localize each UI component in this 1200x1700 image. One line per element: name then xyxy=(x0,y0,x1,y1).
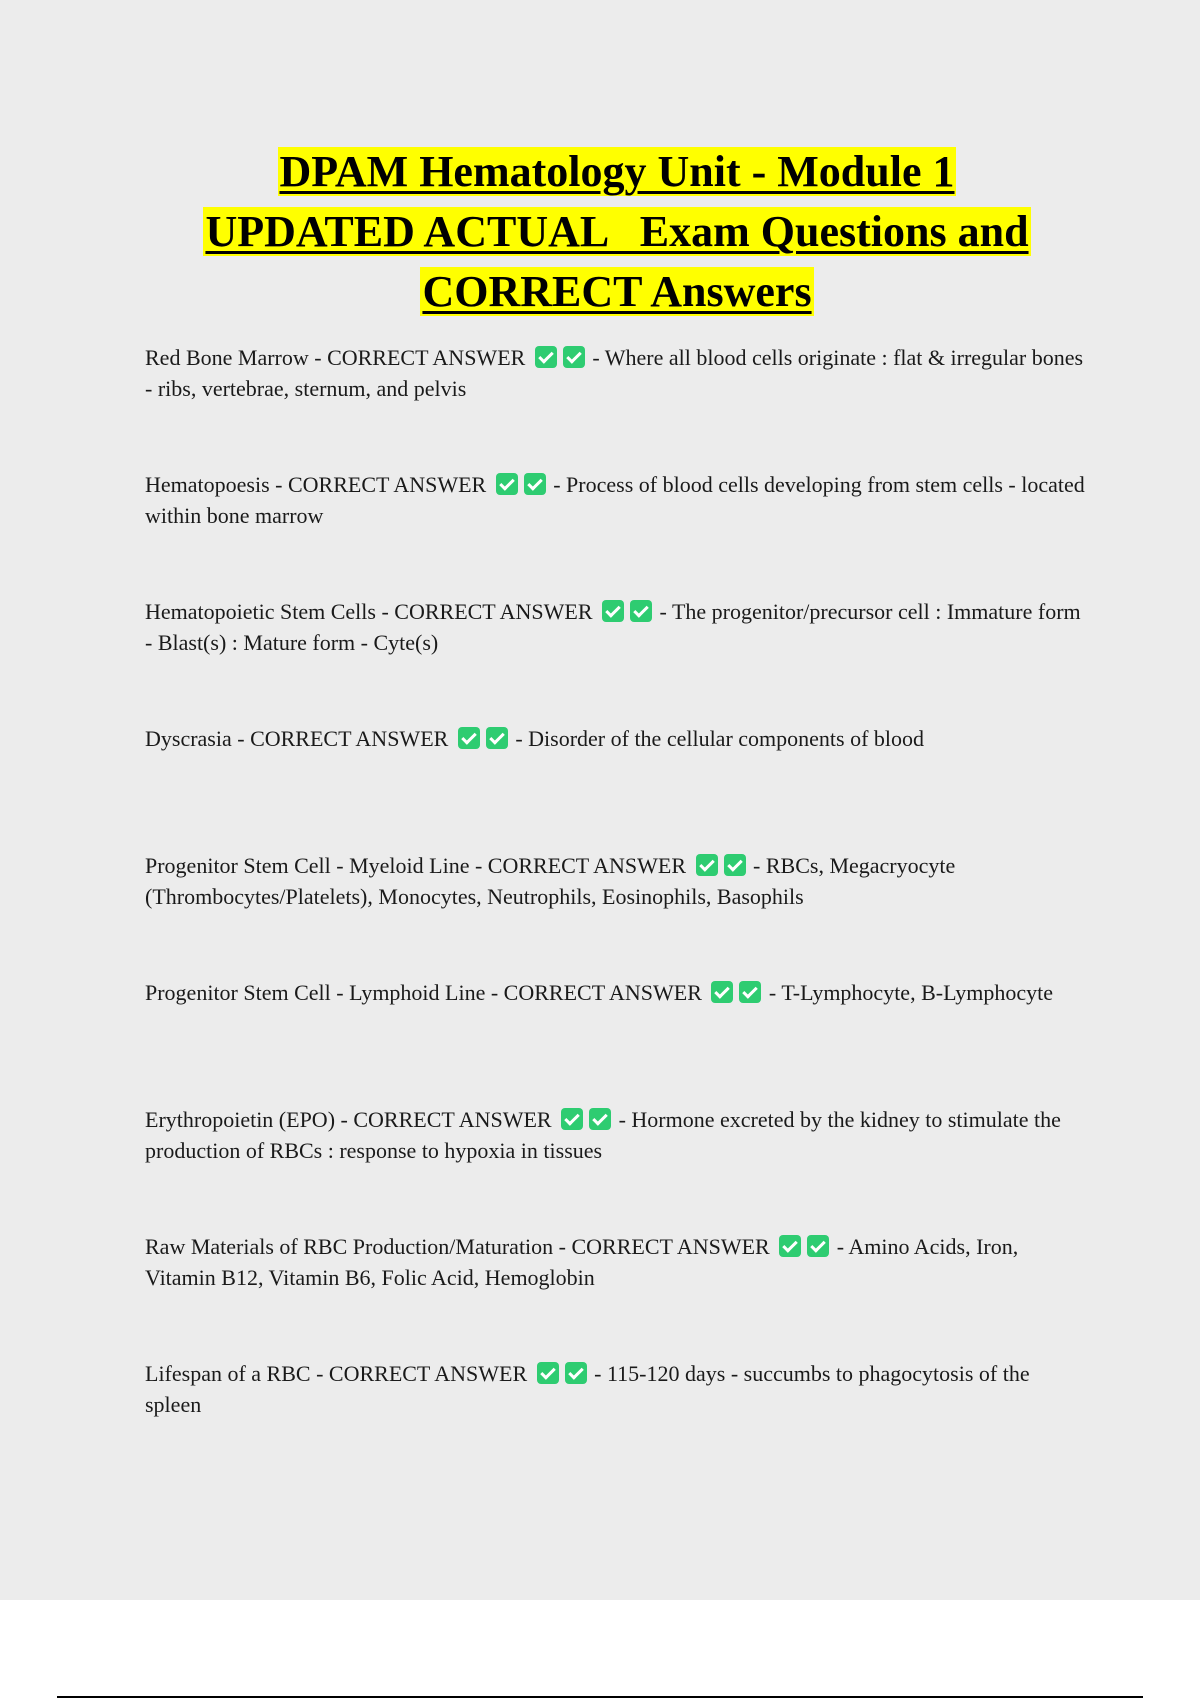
qa-answer: - 115-120 days - succumbs to phagocytosis of the spleen xyxy=(145,1361,1030,1417)
qa-item xyxy=(145,977,1085,1104)
qa-term: Red Bone Marrow - CORRECT ANSWER xyxy=(145,345,526,370)
qa-item xyxy=(145,1231,1085,1358)
qa-item xyxy=(145,723,1085,850)
title-line-1: DPAM Hematology Unit - Module 1 xyxy=(279,147,955,196)
check-icon xyxy=(630,600,652,622)
title-line-2: UPDATED ACTUAL Exam Questions and xyxy=(205,207,1029,256)
qa-term: Progenitor Stem Cell - Myeloid Line - CORRECT ANSWER xyxy=(145,853,687,878)
check-icon xyxy=(565,1362,587,1384)
check-icon xyxy=(458,727,480,749)
check-icon xyxy=(535,346,557,368)
check-icon xyxy=(779,1235,801,1257)
qa-answer: - Disorder of the cellular components of blood xyxy=(515,726,925,751)
check-icon xyxy=(602,600,624,622)
document-title xyxy=(80,142,1154,322)
qa-item xyxy=(145,469,1085,596)
title-line-3: CORRECT Answers xyxy=(422,267,812,316)
qa-answer: - RBCs, Megacryocyte (Thrombocytes/Platelets), Monocytes, Neutrophils, Eosinophils, Basophils xyxy=(145,853,956,909)
qa-item xyxy=(145,342,1085,469)
qa-answer: - Amino Acids, Iron, Vitamin B12, Vitamin B6, Folic Acid, Hemoglobin xyxy=(145,1234,1019,1290)
qa-answer: - Process of blood cells developing from stem cells - located within bone marrow xyxy=(145,472,1085,528)
check-icon xyxy=(724,854,746,876)
footer-divider xyxy=(57,1696,1143,1698)
check-icon xyxy=(739,981,761,1003)
check-icon xyxy=(563,346,585,368)
qa-answer: - Where all blood cells originate : flat & irregular bones - ribs, vertebrae, sternum, and pelvis xyxy=(145,345,1084,401)
qa-item xyxy=(145,850,1085,977)
qa-item xyxy=(145,596,1085,723)
check-icon xyxy=(524,473,546,495)
qa-term: Hematopoesis - CORRECT ANSWER xyxy=(145,472,487,497)
qa-term: Erythropoietin (EPO) - CORRECT ANSWER xyxy=(145,1107,552,1132)
check-icon xyxy=(537,1362,559,1384)
qa-item xyxy=(145,1358,1085,1485)
check-icon xyxy=(496,473,518,495)
check-icon xyxy=(561,1108,583,1130)
qa-item xyxy=(145,1104,1085,1231)
qa-term: Lifespan of a RBC - CORRECT ANSWER xyxy=(145,1361,528,1386)
qa-term: Progenitor Stem Cell - Lymphoid Line - CORRECT ANSWER xyxy=(145,980,702,1005)
check-icon xyxy=(807,1235,829,1257)
qa-term: Raw Materials of RBC Production/Maturation - CORRECT ANSWER xyxy=(145,1234,770,1259)
qa-answer: - T-Lymphocyte, B-Lymphocyte xyxy=(768,980,1054,1005)
qa-answer: - Hormone excreted by the kidney to stimulate the production of RBCs : response to hypoxia in tissues xyxy=(145,1107,1061,1163)
check-icon xyxy=(711,981,733,1003)
qa-list xyxy=(145,342,1085,1485)
qa-term: Dyscrasia - CORRECT ANSWER xyxy=(145,726,449,751)
check-icon xyxy=(486,727,508,749)
qa-answer: - The progenitor/precursor cell : Immature form - Blast(s) : Mature form - Cyte(s) xyxy=(145,599,1081,655)
qa-term: Hematopoietic Stem Cells - CORRECT ANSWER xyxy=(145,599,593,624)
check-icon xyxy=(696,854,718,876)
check-icon xyxy=(589,1108,611,1130)
